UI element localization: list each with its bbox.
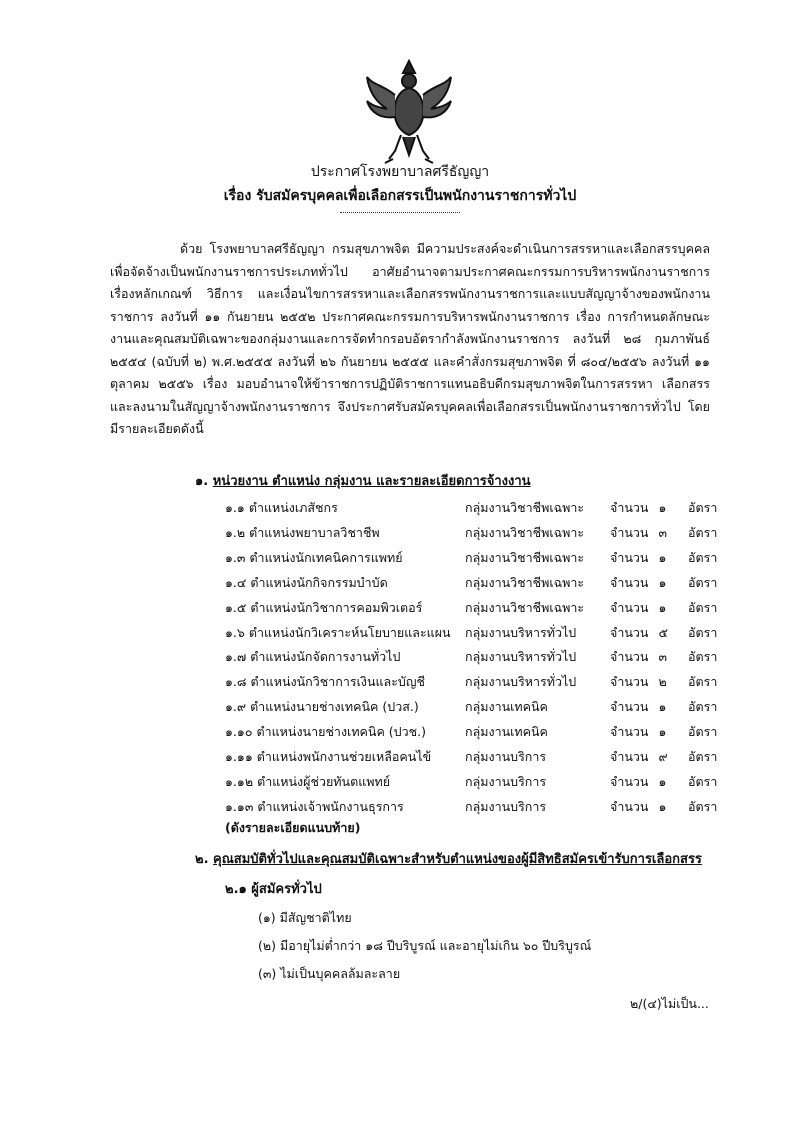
position-count — [610, 623, 668, 643]
position-row — [225, 523, 725, 543]
count-unit: อัตรา — [688, 649, 718, 665]
position-count — [610, 747, 668, 767]
position-title — [225, 548, 403, 568]
position-number: ๑.๒ — [225, 524, 246, 540]
position-row — [225, 573, 725, 593]
count-value: ๒ — [658, 674, 667, 690]
count-value: ๓ — [658, 524, 667, 540]
position-title — [225, 498, 338, 518]
position-title — [225, 747, 431, 767]
page-continuation: ๒/(๔)ไม่เป็น... — [630, 996, 709, 1011]
count-value: ๑ — [658, 699, 667, 715]
count-label: จำนวน — [610, 674, 649, 690]
position-group: กลุ่มงานเทคนิค — [465, 699, 548, 715]
position-number: ๑.๔ — [225, 574, 247, 590]
position-group: กลุ่มงานวิชาชีพเฉพาะ — [465, 549, 585, 565]
position-number: ๑.๙ — [225, 699, 247, 715]
position-title — [225, 523, 380, 543]
position-name: ตำแหน่งนักวิชาการคอมพิวเตอร์ — [250, 599, 423, 615]
position-name: ตำแหน่งพนักงานช่วยเหลือคนไข้ — [256, 749, 432, 764]
section-1-number: ๑. — [195, 474, 209, 489]
count-label: จำนวน — [610, 599, 649, 615]
position-group: กลุ่มงานวิชาชีพเฉพาะ — [465, 599, 585, 615]
count-unit: อัตรา — [688, 724, 718, 740]
position-group: กลุ่มงานวิชาชีพเฉพาะ — [465, 500, 585, 515]
position-row — [225, 672, 725, 692]
position-row — [225, 747, 725, 767]
count-label: จำนวน — [610, 773, 649, 789]
count-label: จำนวน — [610, 624, 649, 640]
position-name: ตำแหน่งนายช่างเทคนิค (ปวส.) — [250, 699, 419, 715]
position-title — [225, 797, 404, 817]
count-label: จำนวน — [610, 574, 649, 590]
count-value: ๑ — [658, 599, 667, 615]
count-unit: อัตรา — [688, 798, 718, 814]
position-row — [225, 797, 725, 817]
count-unit: อัตรา — [688, 599, 718, 615]
count-value: ๓ — [658, 649, 667, 665]
position-count — [610, 523, 667, 543]
position-name: ตำแหน่งนายช่างเทคนิค (ปวช.) — [256, 724, 426, 740]
count-value: ๑ — [658, 574, 667, 590]
count-label: จำนวน — [610, 649, 649, 665]
count-unit: อัตรา — [688, 749, 718, 764]
position-count — [610, 722, 666, 742]
position-name: ตำแหน่งนักวิเคราะห์นโยบายและแผน — [248, 624, 451, 640]
count-unit: อัตรา — [688, 574, 718, 590]
position-row — [225, 598, 725, 618]
position-count — [610, 598, 666, 618]
position-row — [225, 623, 725, 643]
position-group: กลุ่มงานวิชาชีพเฉพาะ — [465, 524, 585, 540]
position-name: ตำแหน่งนักเทคนิคการแพทย์ — [249, 549, 403, 565]
qualification-item: (๑) มีสัญชาติไทย — [258, 910, 352, 925]
count-value: ๑ — [658, 549, 667, 565]
section-1-heading — [195, 472, 531, 492]
position-count — [610, 697, 666, 717]
position-title — [225, 672, 425, 692]
count-value: ๑ — [658, 773, 667, 789]
position-count — [610, 647, 667, 667]
attachment-note: (ดังรายละเอียดแนบท้าย) — [225, 820, 361, 835]
position-title — [225, 697, 419, 717]
position-number: ๑.๕ — [225, 599, 247, 615]
count-unit: อัตรา — [688, 549, 718, 565]
position-count — [610, 573, 666, 593]
count-value: ๕ — [658, 624, 668, 640]
position-number: ๑.๘ — [225, 674, 247, 690]
count-unit: อัตรา — [688, 624, 718, 640]
position-title — [225, 772, 390, 792]
section-2-heading — [195, 850, 702, 870]
position-number: ๑.๑๓ — [225, 798, 254, 814]
count-unit: อัตรา — [688, 524, 718, 540]
position-title — [225, 647, 400, 667]
position-title — [225, 722, 426, 742]
position-group: กลุ่มงานบริหารทั่วไป — [465, 624, 577, 640]
count-label: จำนวน — [610, 724, 649, 740]
count-unit: อัตรา — [688, 773, 718, 789]
count-value: ๑ — [658, 798, 667, 814]
position-name: ตำแหน่งผู้ช่วยทันตแพทย์ — [257, 773, 391, 789]
count-label: จำนวน — [610, 524, 649, 540]
position-title — [225, 623, 451, 643]
position-name: ตำแหน่งพยาบาลวิชาชีพ — [249, 524, 380, 540]
position-count — [610, 498, 666, 518]
position-row — [225, 498, 725, 518]
qualification-item: (๓) ไม่เป็นบุคคลล้มละลาย — [258, 966, 401, 981]
position-number: ๑.๑๐ — [225, 724, 253, 740]
announcement-subject: เรื่อง รับสมัครบุคคลเพื่อเลือกสรรเป็นพนักงานราชการทั่วไป — [223, 188, 577, 204]
position-number: ๑.๑๑ — [225, 749, 253, 764]
position-name: ตำแหน่งเจ้าพนักงานธุรการ — [257, 798, 404, 814]
count-label: จำนวน — [610, 699, 649, 715]
position-group: กลุ่มงานเทคนิค — [465, 724, 548, 740]
position-name: ตำแหน่งเภสัชกร — [248, 500, 338, 515]
count-label: จำนวน — [610, 749, 649, 764]
section-2-number: ๒. — [195, 852, 209, 867]
count-unit: อัตรา — [688, 699, 718, 715]
section-2-title: คุณสมบัติทั่วไปและคุณสมบัติเฉพาะสำหรับตำแหน่งของผู้มีสิทธิสมัครเข้ารับการเลือกสรร — [213, 852, 702, 867]
qualification-item: (๒) มีอายุไม่ต่ำกว่า ๑๘ ปีบริบูรณ์ และอายุไม่เกิน ๖๐ ปีบริบูรณ์ — [258, 938, 592, 953]
position-row — [225, 722, 725, 742]
position-title — [225, 598, 422, 618]
count-value: ๑ — [658, 500, 667, 515]
position-count — [610, 772, 666, 792]
count-unit: อัตรา — [688, 500, 718, 515]
position-group: กลุ่มงานบริหารทั่วไป — [465, 674, 577, 690]
count-value: ๑ — [658, 724, 667, 740]
position-title — [225, 573, 388, 593]
position-name: ตำแหน่งนักวิชาการเงินและบัญชี — [250, 674, 425, 690]
position-count — [610, 548, 666, 568]
position-row — [225, 697, 725, 717]
position-number: ๑.๖ — [225, 624, 245, 640]
position-number: ๑.๗ — [225, 649, 247, 665]
position-name: ตำแหน่งนักกิจกรรมบำบัด — [250, 574, 388, 590]
announcement-title: ประกาศโรงพยาบาลศรีธัญญา — [310, 164, 490, 180]
position-number: ๑.๓ — [225, 549, 246, 565]
dotted-divider — [340, 212, 460, 213]
count-unit: อัตรา — [688, 674, 718, 690]
count-label: จำนวน — [610, 798, 649, 814]
position-number: ๑.๑๒ — [225, 773, 254, 789]
position-group: กลุ่มงานบริการ — [465, 798, 547, 814]
count-label: จำนวน — [610, 549, 649, 565]
position-count — [610, 797, 666, 817]
position-name: ตำแหน่งนักจัดการงานทั่วไป — [250, 649, 401, 665]
position-row — [225, 772, 725, 792]
position-group: กลุ่มงานบริการ — [465, 773, 547, 789]
position-group: กลุ่มงานบริการ — [465, 749, 547, 764]
position-row — [225, 548, 725, 568]
count-value: ๙ — [658, 749, 668, 764]
section-1-title: หน่วยงาน ตำแหน่ง กลุ่มงาน และรายละเอียดการจ้างงาน — [212, 474, 531, 489]
position-group: กลุ่มงานวิชาชีพเฉพาะ — [465, 574, 585, 590]
intro-paragraph: ด้วย โรงพยาบาลศรีธัญญา กรมสุขภาพจิต มีความประสงค์จะดำเนินการสรรหาและเลือกสรรบุคคลเพื่อจัดจ้างเป็นพนักงานราชการประเภททั่วไป อาศัยอำนาจตามประกาศคณะกรรมการบริหารพนักงานราชการ เรื่องหลักเกณฑ์ วิธีการ และเงื่อนไขการสรรหาและเลือกสรรพนักงานราชการและแบบสัญญาจ้างของพนักงานราชการ ลงวันที่ ๑๑ กันยายน ๒๕๕๒ ประกาศคณะกรรมการบริหารพนักงานราชการ เรื่อง การกำหนดลักษณะงานและคุณสมบัติเฉพาะของกลุ่มงานและการจัดทำกรอบอัตรากำลังพนักงานราชการ ลงวันที่ ๒๘ กุมภาพันธ์ ๒๕๕๔ (ฉบับที่ ๒) พ.ศ.๒๕๕๕ ลงวันที่ ๒๖ กันยายน ๒๕๕๕ และคำสั่งกรมสุขภาพจิต ที่ ๘๐๔/๒๕๕๖ ลงวันที่ ๑๑ ตุลาคม ๒๕๕๖ เรื่อง มอบอำนาจให้ข้าราชการปฏิบัติราชการแทนอธิบดีกรมสุขภาพจิตในการสรรหา เลือกสรรและลงนามในสัญญาจ้างพนักงานราชการ จึงประกาศรับสมัครบุคคลเพื่อเลือกสรรเป็นพนักงานราชการทั่วไป โดยมีรายละเอียดดังนี้ — [110, 241, 710, 436]
section-2-1-heading: ๒.๑ ผู้สมัครทั่วไป — [225, 882, 322, 897]
position-group: กลุ่มงานบริหารทั่วไป — [465, 649, 577, 665]
position-number: ๑.๑ — [225, 500, 245, 515]
position-count — [610, 672, 667, 692]
position-row — [225, 647, 725, 667]
count-label: จำนวน — [610, 500, 649, 515]
garuda-emblem-icon — [363, 55, 455, 167]
